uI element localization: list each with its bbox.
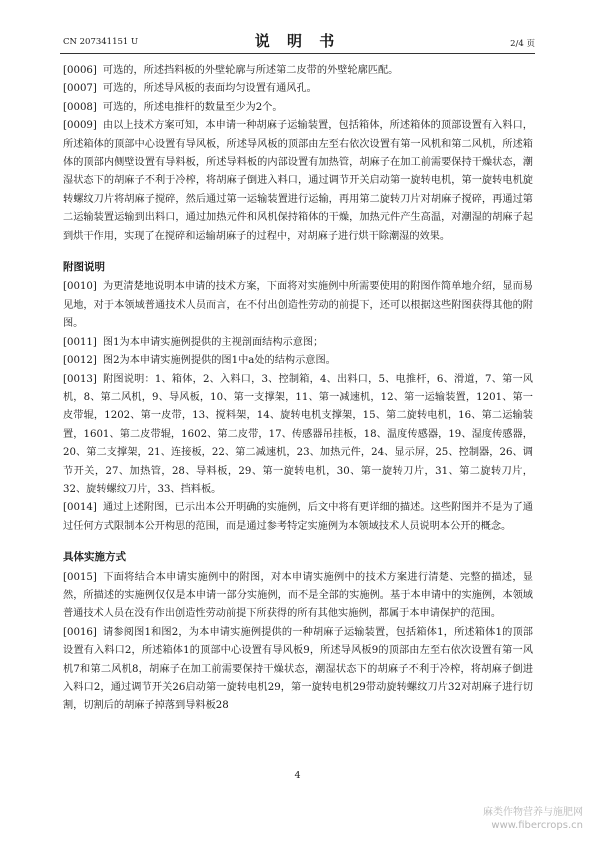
paragraph-text: 下面将结合本申请实施例中的附图，对本申请实施例中的技术方案进行清楚、完整的描述，显然，所描述的实施例仅仅是本申请一部分实施例，而不是全部的实施例。基于本申请中的实施例，本领域普通技术人员在没有作出创造性劳动前提下所获得的所有其他实施例，都属于本申请保护的范围。: [63, 571, 533, 620]
paragraph: [63, 334, 533, 352]
paragraph-number: [0013]: [63, 373, 97, 385]
paragraph-number: [0014]: [63, 502, 97, 514]
document-body: [63, 62, 533, 716]
paragraph: [63, 569, 533, 624]
paragraph: [63, 499, 533, 536]
paragraph: [63, 62, 533, 80]
document-title: 说 明 书: [254, 32, 341, 50]
page-info: 2/4 页: [510, 39, 535, 49]
paragraph-text: 图2为本申请实施例提供的图1中a处的结构示意图。: [102, 355, 336, 367]
paragraph-number: [0012]: [63, 355, 97, 367]
watermark: [483, 806, 583, 832]
paragraph-text: 可选的，所述电推杆的数量至少为2个。: [102, 101, 283, 113]
paragraph-number: [0010]: [63, 281, 97, 293]
paragraph-number: [0009]: [63, 120, 97, 132]
paragraph: [63, 371, 533, 500]
paragraph-number: [0007]: [63, 83, 97, 95]
paragraph-text: 为更清楚地说明本申请的技术方案，下面将对实施例中所需要使用的附图作简单地介绍，显而易见地，对于本领域普通技术人员而言，在不付出创造性劳动的前提下，还可以根据这些附图获得其他的附图。: [63, 281, 533, 330]
paragraph-number: [0006]: [63, 65, 97, 76]
page-number: 4: [294, 770, 301, 781]
paragraph-text: 请参阅图1和图2，为本申请实施例提供的一种胡麻子运输装置，包括箱体1，所述箱体1的顶部设置有入料口2，所述箱体1的顶部中心设置有导风板9，所述导风板9的顶部由左至右依次设置有第一风机7和第二风机8，胡麻子在加工前需要保持干燥状态，潮湿状态下的胡麻子不利于冷榨，将胡麻子倒进入料口2，通过调节开关26启动第一旋转电机29，第一旋转电机29带动旋转螺纹刀片32对胡麻子进行切割，切割后的胡麻子掉落到导料板28: [63, 626, 533, 712]
header-divider: [60, 53, 535, 54]
paragraph: [63, 278, 533, 333]
paragraph-number: [0008]: [63, 101, 97, 113]
paragraph-text: 附图说明：1、箱体，2、入料口，3、控制箱，4、出料口，5、电推杆，6、滑道，7、第一风机，8、第二风机，9、导风板，10、第一支撑架，11、第一减速机，12、第一运输装置，1201、第一皮带辊，1202、第一皮带，13、搅料架，14、旋转电机支撑架，15、第二旋转电机，16、第二运输装置，1601、第二皮带辊，1602、第二皮带，17、传感器吊挂板，18、温度传感器，19、湿度传感器，20、第二支撑架，21、连接板，22、第二减速机，23、加热元件，24、显示屏，25、控制器，26、调节开关，27、加热管，28、导料板，29、第一旋转电机，30、第一旋转刀片，31、第二旋转刀片，32、旋转螺纹刀片，33、挡料板。: [63, 373, 533, 495]
paragraph: [63, 80, 533, 98]
paragraph-text: 由以上技术方案可知，本申请一种胡麻子运输装置，包括箱体，所述箱体的顶部设置有入料口，所述箱体的顶部中心设置有导风板，所述导风板的顶部由左至右依次设置有第一风机和第二风机，所述箱体的顶部内侧壁设置有导料板，所述导料板的内部设置有加热管，胡麻子在加工前需要保持干燥状态，潮湿状态下的胡麻子不利于冷榨，将胡麻子倒进入料口，通过调节开关启动第一旋转电机，第一旋转电机旋转螺纹刀片将胡麻子搅碎，然后通过第一运输装置进行运输，再用第二旋转刀片对胡麻子搅碎，再通过第二运输装置运输到出料口，通过加热元件和风机保持箱体的干燥，加热元件产生高温，对潮湿的胡麻子起到烘干作用，实现了在搅碎和运输胡麻子的过程中，对胡麻子进行烘干除潮湿的效果。: [63, 120, 533, 242]
paragraph-text: 图1为本申请实施例提供的主视剖面结构示意图；: [102, 336, 324, 348]
paragraph: [63, 117, 533, 246]
paragraph-text: 可选的，所述导风板的表面均匀设置有通风孔。: [102, 83, 317, 95]
paragraph-text: 通过上述附图，已示出本公开明确的实施例，后文中将有更详细的描述。这些附图并不是为了通过任何方式限制本公开构思的范围，而是通过参考特定实施例为本领域技术人员说明本公开的概念。: [63, 502, 533, 532]
paragraph-text: 可选的，所述挡料板的外壁轮廓与所述第二皮带的外壁轮廓匹配。: [102, 65, 399, 76]
section-heading-embodiments: 具体实施方式: [63, 551, 126, 564]
paragraph-number: [0016]: [63, 626, 97, 638]
watermark-line: 麻类作物营养与施肥网: [483, 807, 583, 818]
watermark-url: www.fibercrops.cn: [491, 820, 583, 831]
paragraph: [63, 624, 533, 716]
paragraph: [63, 99, 533, 117]
section-heading-figures: 附图说明: [63, 261, 105, 274]
paragraph-number: [0011]: [63, 336, 97, 348]
paragraph-number: [0015]: [63, 571, 97, 583]
paragraph: [63, 352, 533, 370]
patent-number: CN 207341151 U: [63, 37, 139, 47]
